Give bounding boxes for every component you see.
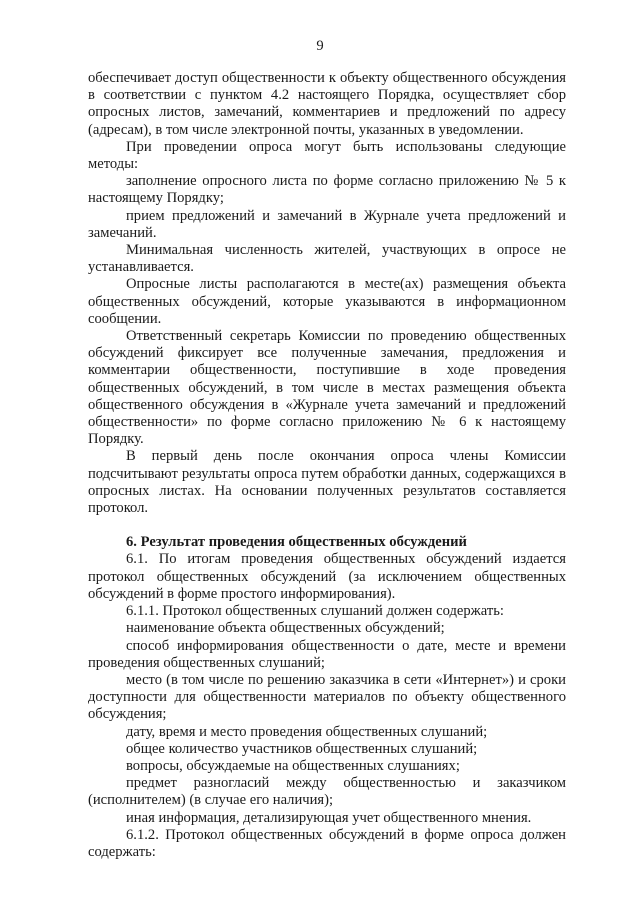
- paragraph: Опросные листы располагаются в месте(ах) размещения объекта общественных обсуждений, которые указываются в информационном сообщении.: [88, 276, 566, 327]
- list-item: вопросы, обсуждаемые на общественных слушаниях;: [126, 757, 460, 774]
- list-item: предмет разногласий между общественностью и заказчиком (исполнителем) (в случае его наличия);: [88, 775, 566, 809]
- paragraph: В первый день после окончания опроса члены Комиссии подсчитывают результаты опроса путем обработки данных, содержащихся в опросных листах. На основании полученных результатов составляется протокол.: [88, 448, 566, 517]
- list-item: способ информирования общественности о дате, месте и времени проведения общественных слушаний;: [88, 637, 566, 671]
- list-item: общее количество участников общественных слушаний;: [126, 740, 478, 757]
- section-heading: 6. Результат проведения общественных обсуждений: [126, 534, 467, 551]
- paragraph: 6.1. По итогам проведения общественных обсуждений издается протокол общественных обсуждений (за исключением общественных обсуждений в форме простого информирования).: [88, 551, 566, 602]
- page-number: 9: [316, 38, 324, 54]
- paragraph: 6.1.1. Протокол общественных слушаний должен содержать:: [126, 603, 504, 620]
- paragraph: обеспечивает доступ общественности к объекту общественного обсуждения в соответствии с пунктом 4.2 настоящего Порядка, осуществляет сбор опросных листов, замечаний, комментариев и предложений по адресу (адресам), в том числе электронной почты, указанных в уведомлении.: [88, 70, 566, 138]
- list-item: наименование объекта общественных обсуждений;: [126, 620, 445, 637]
- document-body: [88, 70, 566, 861]
- list-item: место (в том числе по решению заказчика в сети «Интернет») и сроки доступности для общественности материалов по объекту общественного обсуждения;: [88, 671, 566, 723]
- paragraph: заполнение опросного листа по форме согласно приложению № 5 к настоящему Порядку;: [88, 173, 566, 207]
- list-item: иная информация, детализирующая учет общественного мнения.: [126, 809, 532, 826]
- paragraph: прием предложений и замечаний в Журнале учета предложений и замечаний.: [88, 207, 566, 241]
- paragraph: Ответственный секретарь Комиссии по проведению общественных обсуждений фиксирует все полученные замечания, предложения и комментарии общественности, поступившие в ходе проведения общественных обсуждений, в том числе в местах размещения объекта общественного обсуждения в «Журнале учета замечаний и предложений общественности» по форме согласно приложению № 6 к настоящему Порядку.: [88, 328, 566, 448]
- paragraph: 6.1.2. Протокол общественных обсуждений в форме опроса должен содержать:: [88, 826, 566, 860]
- paragraph: Минимальная численность жителей, участвующих в опросе не устанавливается.: [88, 242, 566, 276]
- paragraph: При проведении опроса могут быть использованы следующие методы:: [88, 138, 566, 173]
- list-item: дату, время и место проведения общественных слушаний;: [126, 723, 488, 740]
